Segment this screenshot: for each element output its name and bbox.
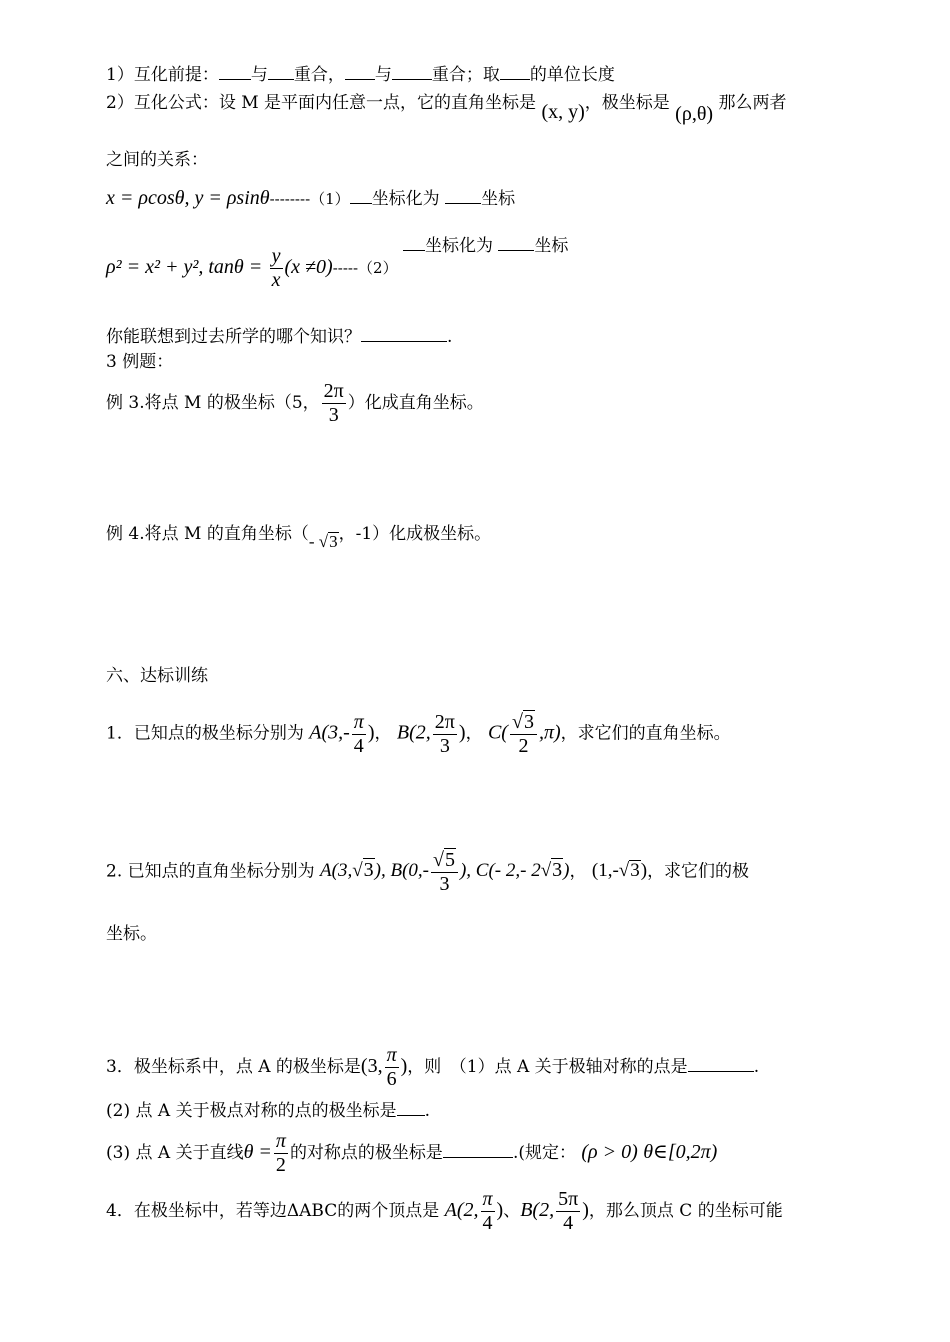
separator: ， xyxy=(465,723,483,744)
blank xyxy=(392,62,432,80)
problem-3-text: 3．极坐标系中，点 A 的极坐标是 xyxy=(106,1057,361,1077)
point-d: (1,-√3) xyxy=(591,860,648,882)
points-list: A(3,√3), B(0,- $\frac{√5}{3}$ ), C(- 2,- 2√3) xyxy=(320,849,570,895)
point-a: (3, xyxy=(360,1055,383,1077)
blank xyxy=(219,62,251,80)
blank xyxy=(397,1098,425,1116)
denominator: 3 xyxy=(328,404,339,426)
denominator: 6 xyxy=(386,1068,397,1090)
blank xyxy=(498,233,534,251)
separator: 、 xyxy=(503,1201,521,1221)
fraction xyxy=(433,711,457,758)
point-c: C( xyxy=(487,721,508,744)
problem-4-mid: 的两个顶点是 xyxy=(337,1201,440,1221)
recall-question xyxy=(106,324,452,347)
prerequisite-line xyxy=(106,62,615,85)
blank xyxy=(268,62,294,80)
example-4-text: 例 4.将点 M 的直角坐标（ xyxy=(106,524,309,544)
fraction xyxy=(270,245,283,292)
prerequisite-label: 1）互化前提： xyxy=(106,65,219,85)
paren: ) xyxy=(640,860,648,882)
examples-heading: 3 例题： xyxy=(106,352,174,372)
problem-1-end: ，求它们的直角坐标。 xyxy=(560,723,731,744)
problem-3-part1: ，则 （1）点 A 关于极轴对称的点是 xyxy=(407,1057,688,1077)
cartesian-pair: (x, y) xyxy=(541,101,585,123)
denominator: x xyxy=(271,269,281,291)
numerator: 5π xyxy=(558,1188,579,1210)
denominator: 4 xyxy=(482,1212,493,1234)
example-3 xyxy=(106,380,484,427)
example-4 xyxy=(106,524,492,551)
blank xyxy=(361,324,447,342)
point-a: A(3,- xyxy=(309,721,350,744)
fraction xyxy=(352,711,366,758)
blank xyxy=(403,233,425,251)
formula-2 xyxy=(106,236,569,292)
point-a: A(3, xyxy=(320,860,353,882)
blank xyxy=(345,62,375,80)
separator: ， xyxy=(569,861,587,882)
denominator: 4 xyxy=(353,734,364,757)
examples-title xyxy=(106,352,173,372)
formula-1 xyxy=(106,186,515,210)
numerator: 2π xyxy=(323,380,344,402)
polar-pair: (ρ,θ) xyxy=(675,103,714,125)
recall-text: 你能联想到过去所学的哪个知识？ xyxy=(106,327,361,347)
problem-1 xyxy=(106,710,731,758)
problem-4 xyxy=(106,1188,783,1235)
text-chonghe-qu: 重合；取 xyxy=(431,65,500,85)
problem-2-cont-text: 坐标。 xyxy=(106,924,157,944)
paren: ,π) xyxy=(538,721,561,744)
text-yu: 与 xyxy=(374,65,392,85)
paren: ) xyxy=(496,1199,504,1221)
denominator: 3 xyxy=(439,734,450,757)
formula-intro-line xyxy=(106,90,787,125)
formula-2-end: 坐标 xyxy=(534,236,569,256)
formula-1-mid: 坐标化为 xyxy=(371,189,440,209)
blank xyxy=(443,1140,513,1158)
radicand: 3 xyxy=(630,860,640,882)
problem-2-cont xyxy=(106,924,157,944)
numerator: π xyxy=(353,710,364,733)
problem-3-part2-end: . xyxy=(424,1101,430,1121)
fraction xyxy=(556,1188,580,1235)
fraction: $\frac{√3}{2}$ xyxy=(510,710,537,758)
problem-3-part2 xyxy=(106,1098,430,1121)
numerator: π xyxy=(386,1044,397,1066)
paren: ) xyxy=(367,721,375,744)
section-6-title xyxy=(106,666,208,686)
both-text: 那么两者 xyxy=(718,93,787,113)
formula-1-index: --------（1） xyxy=(269,190,350,208)
formula-2-math: ρ² = x² + y², tanθ = xyxy=(106,256,263,278)
radicand: 3 xyxy=(523,711,534,733)
point-b: ), B(0,- xyxy=(374,860,429,882)
fraction xyxy=(385,1044,399,1091)
blank xyxy=(688,1054,754,1072)
problem-4-text: 4．在极坐标中，若等边 xyxy=(106,1201,287,1221)
formula-1-math: x = ρcosθ, y = ρsinθ xyxy=(106,187,270,209)
text-yu: 与 xyxy=(250,65,268,85)
polar-label: ，极坐标是 xyxy=(584,93,670,113)
blank xyxy=(350,186,372,204)
rho-condition: (ρ > 0) xyxy=(581,1141,638,1163)
fraction xyxy=(274,1130,288,1177)
numerator: π xyxy=(275,1130,286,1152)
blank xyxy=(445,186,481,204)
relation-line xyxy=(106,150,208,170)
problem-3 xyxy=(106,1044,759,1091)
denominator: 2 xyxy=(275,1154,286,1176)
problem-3-part2-text: (2) 点 A 关于极点对称的点的极坐标是 xyxy=(106,1101,397,1121)
example-3-text: 例 3.将点 M 的极坐标（5， xyxy=(106,393,320,413)
recall-end: . xyxy=(447,327,453,347)
problem-2-text: 2. 已知点的直角坐标分别为 xyxy=(106,861,315,882)
blank xyxy=(500,62,530,80)
point-c: ), C(- 2,- 2 xyxy=(459,860,541,882)
paren: ) xyxy=(563,860,570,882)
paren: ) xyxy=(400,1055,408,1077)
example-4-end: ，-1）化成极坐标。 xyxy=(338,524,492,544)
fraction xyxy=(322,380,346,427)
minus-sign: - xyxy=(308,532,315,551)
theta-condition: θ∈[0,2π) xyxy=(643,1141,718,1163)
problem-3-part3-text: (3) 点 A 关于直线 xyxy=(106,1143,244,1163)
triangle-label: ΔABC xyxy=(286,1201,338,1221)
text-chonghe: 重合， xyxy=(293,65,345,85)
text-unit: 的单位长度 xyxy=(529,65,615,85)
denominator: 4 xyxy=(563,1212,574,1234)
problem-3-part3-mid: 的对称点的极坐标是 xyxy=(289,1143,443,1163)
numerator: 2π xyxy=(434,710,455,733)
problem-2-end: ，求它们的极 xyxy=(647,861,750,882)
formula-2-condition: (x ≠0) xyxy=(284,256,333,278)
section-6-heading: 六、达标训练 xyxy=(106,666,208,686)
problem-4-end: ，那么顶点 C 的坐标可能 xyxy=(588,1201,783,1221)
rule-label: .(规定： xyxy=(512,1143,576,1163)
numerator: y xyxy=(271,245,281,267)
paren: ) xyxy=(582,1199,589,1221)
relation-text: 之间的关系： xyxy=(106,150,208,170)
formula-intro-text: 2）互化公式：设 M 是平面内任意一点，它的直角坐标是 xyxy=(106,93,537,113)
problem-3-part3 xyxy=(106,1130,717,1177)
problem-2 xyxy=(106,848,749,896)
theta-eq: θ = xyxy=(243,1141,272,1163)
fraction xyxy=(481,1188,495,1235)
radicand: 3 xyxy=(552,859,563,882)
example-3-end: ）化成直角坐标。 xyxy=(347,393,484,413)
point-a: A(2, xyxy=(444,1199,479,1221)
problem-1-text: 1．已知点的极坐标分别为 xyxy=(106,723,304,744)
point-d-pre: (1,- xyxy=(591,860,619,882)
problem-3-end: . xyxy=(753,1057,760,1077)
numerator: π xyxy=(482,1188,493,1210)
separator: ， xyxy=(374,723,392,744)
radicand: 3 xyxy=(329,532,338,551)
radicand: 5 xyxy=(444,849,455,871)
formula-1-end: 坐标 xyxy=(481,189,516,209)
radicand: 3 xyxy=(363,859,374,882)
neg-sqrt3: - √3 xyxy=(308,532,338,551)
formula-2-mid: 坐标化为 xyxy=(425,236,493,256)
fraction: $\frac{√5}{3}$ xyxy=(431,848,458,896)
point-b: B(2, xyxy=(396,721,431,744)
formula-2-index: -----（2） xyxy=(332,259,398,277)
paren: ) xyxy=(458,721,466,744)
denominator: 2 xyxy=(518,735,529,757)
denominator: 3 xyxy=(439,873,450,895)
point-b: B(2, xyxy=(520,1199,555,1221)
